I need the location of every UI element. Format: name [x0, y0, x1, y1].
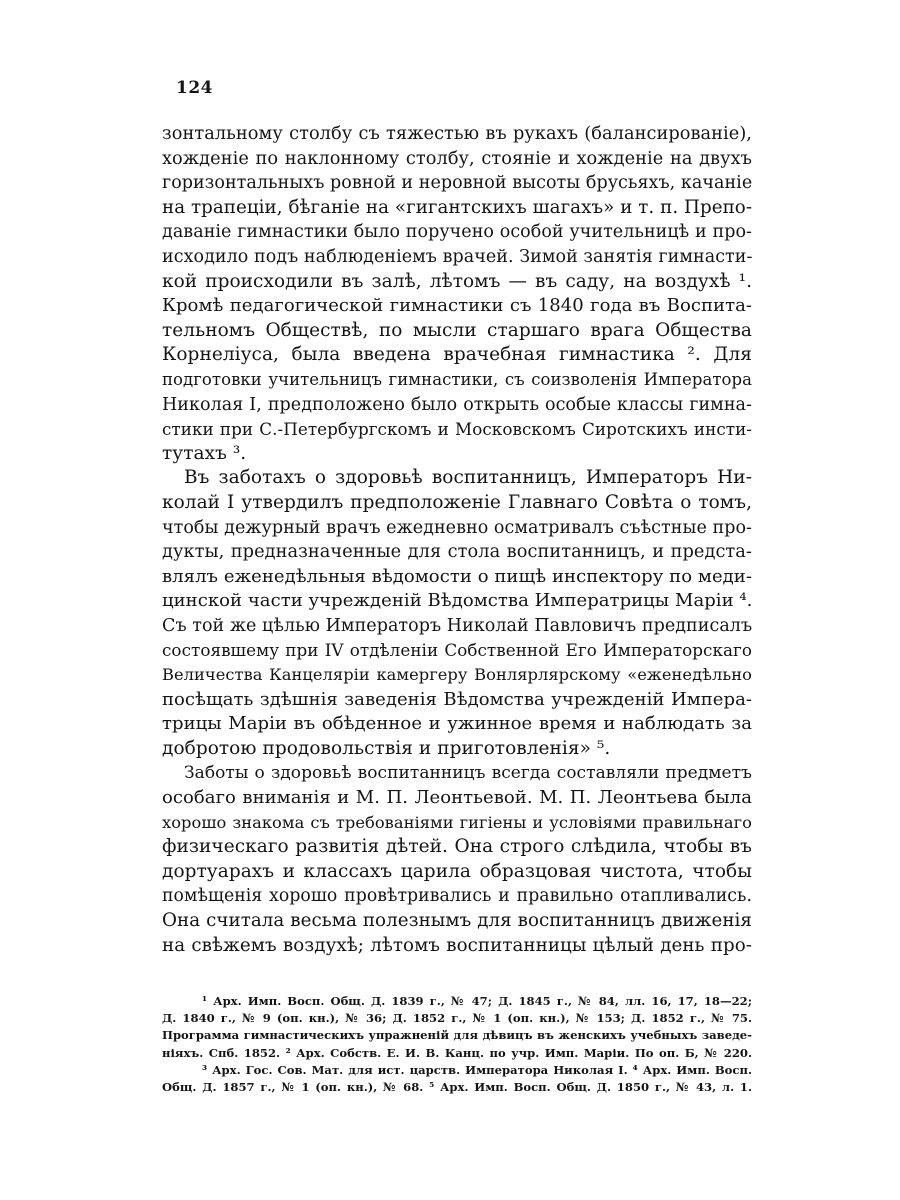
text-line: на свѣжемъ воздухѣ; лѣтомъ воспитанницы цѣлый день про-	[162, 934, 752, 956]
text-line: дукты, предназначенные для стола воспитанницъ, и предста-	[162, 542, 752, 563]
text-line: зонтальному столбу съ тяжестью въ рукахъ (балансированіе),	[162, 124, 752, 144]
text-line: Кромѣ педагогической гимнастики съ 1840 года въ Воспита-	[162, 295, 752, 317]
footnotes	[162, 993, 752, 1096]
text-line: Николая I, предположено было открыть особые классы гимна-	[162, 394, 752, 415]
text-line: подготовки учительницъ гимнастики, съ соизволенія Императора	[162, 369, 752, 389]
text-line: физическаго развитія дѣтей. Она строго слѣдила, чтобы въ	[162, 836, 752, 858]
paragraph-start-line: Заботы о здоровьѣ воспитанницъ всегда составляли предметъ	[184, 763, 752, 784]
text-line: чтобы дежурный врачъ ежедневно осматривалъ съѣстные про-	[162, 517, 752, 538]
text-line: Съ той же цѣлью Императоръ Николай Павловичъ предписалъ	[162, 615, 753, 636]
text-line: стики при С.-Петербургскомъ и Московскомъ Сиротскихъ инсти-	[162, 419, 752, 440]
footnote-line: ³ Арх. Гос. Сов. Мат. для ист. царств. Императора Николая I. ⁴ Арх. Имп. Восп.	[202, 1062, 752, 1077]
text-line: посѣщать здѣшнія заведенія Вѣдомства учрежденій Импера-	[162, 688, 752, 710]
text-line: кой происходили въ залѣ, лѣтомъ — въ саду, на воздухѣ ¹.	[162, 270, 752, 292]
text-line: тутахъ ³.	[162, 442, 247, 464]
text-line: горизонтальныхъ ровной и неровной высоты брусьяхъ, качаніе	[162, 173, 753, 194]
footnote-line: ¹ Арх. Имп. Восп. Общ. Д. 1839 г., № 47; Д. 1845 г., № 84, лл. 16, 17, 18—22;	[202, 994, 752, 1008]
text-line: особаго вниманія и М. П. Леонтьевой. М. П. Леонтьева была	[162, 787, 752, 809]
paragraph-start-line: Въ заботахъ о здоровьѣ воспитанницъ, Императоръ Ни-	[184, 467, 752, 489]
text-line: дортуарахъ и классахъ царила образцовая чистота, чтобы	[162, 860, 752, 882]
text-line: влялъ еженедѣльныя вѣдомости о пищѣ инспектору по меди-	[162, 565, 752, 587]
page-number: 124	[176, 78, 213, 98]
footnote-line: Д. 1840 г., № 9 (оп. кн.), № 36; Д. 1852 г., № 1 (оп. кн.), № 153; Д. 1852 г., № 75.	[162, 1011, 752, 1026]
text-line: хожденіе по наклонному столбу, стояніе и хожденіе на двухъ	[162, 148, 752, 169]
footnote-line: ніяхъ. Спб. 1852. ² Арх. Собств. Е. И. В. Канц. по учр. Имп. Маріи. По оп. Б, № 220.	[162, 1045, 752, 1060]
text-line: исходило подъ наблюденіемъ врачей. Зимой занятія гимнасти-	[162, 246, 753, 267]
footnote-line: Программа гимнастическихъ упражненій для дѣвицъ въ женскихъ учебныхъ заведе-	[162, 1028, 752, 1043]
text-line: помѣщенія хорошо провѣтривались и правильно отапливались.	[162, 886, 752, 907]
footnote-line: Общ. Д. 1857 г., № 1 (оп. кн.), № 68. ⁵ Арх. Имп. Восп. Общ. Д. 1850 г., № 43, л. 1.	[162, 1079, 752, 1094]
text-line: Корнеліуса, была введена врачебная гимнастика ². Для	[162, 344, 752, 366]
text-line: колай I утвердилъ предположеніе Главнаго Совѣта о томъ,	[162, 491, 752, 513]
text-line: трицы Маріи въ обѣденное и ужинное время и наблюдать за	[162, 713, 752, 735]
main-text	[162, 122, 752, 958]
text-line: добротою продовольствія и приготовленія» ⁵.	[162, 737, 611, 759]
text-line: тельномъ Обществѣ, по мысли старшаго врага Общества	[162, 319, 752, 341]
text-line: хорошо знакома съ требованіями гигіены и условіями правильнаго	[162, 812, 752, 832]
text-line: Она считала весьма полезнымъ для воспитанницъ движенія	[162, 910, 752, 931]
text-line: цинской части учрежденій Вѣдомства Императрицы Маріи ⁴.	[162, 590, 753, 612]
text-line: состоявшему при IV отдѣленіи Собственной Его Императорскаго	[162, 640, 752, 661]
text-line: на трапеціи, бѣганіе на «гигантскихъ шагахъ» и т. п. Препо-	[162, 196, 753, 218]
text-line: даваніе гимнастики было поручено особой учительницѣ и про-	[162, 222, 752, 243]
text-line: Величества Канцеляріи камергеру Вонлярлярскому «еженедѣльно	[162, 665, 752, 685]
